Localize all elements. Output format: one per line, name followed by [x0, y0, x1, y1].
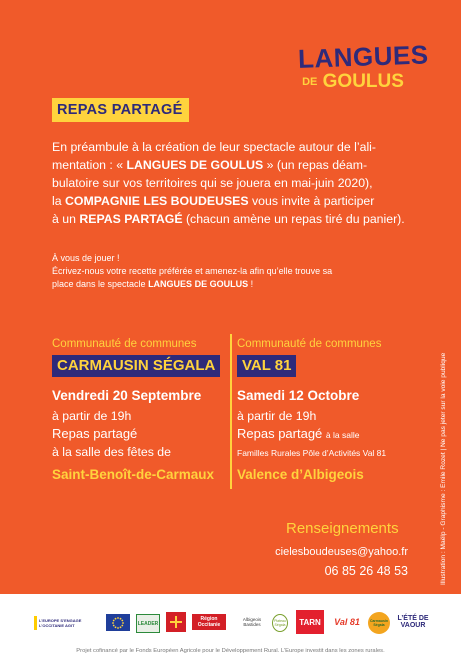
partner-logos: [34, 608, 434, 640]
partner-logo-val81: Val 81: [334, 617, 360, 627]
event-2-cc-label: Communauté de communes: [237, 338, 382, 350]
event-1-place: Saint-Benoît-de-Carmaux: [52, 467, 215, 482]
contact-email[interactable]: cielesboudeuses@yahoo.fr: [275, 546, 408, 558]
logo-line-2: DE GOULUS: [302, 71, 404, 93]
event-2-what-line: Repas partagé à la salle: [237, 426, 360, 441]
event-1-where: à la salle des fêtes de: [52, 445, 171, 459]
event-2-date: Samedi 12 Octobre: [237, 388, 360, 403]
occitanie-cross-icon: [166, 612, 186, 632]
event-1-name-banner: [52, 355, 220, 377]
credit-text: Illustration : Maëlp - Graphisme : Emile Rozet | Ne pas jeter sur la voie publique: [440, 352, 447, 585]
event-1-time: à partir de 19h: [52, 409, 132, 423]
page-title: REPAS PARTAGÉ: [57, 102, 183, 118]
event-1-date: Vendredi 20 Septembre: [52, 388, 202, 403]
langues-de-goulus-logo: [297, 39, 430, 93]
partner-logo-plateau: Plateau Ségala: [272, 614, 288, 632]
partner-logo-region: Région Occitanie: [192, 614, 226, 630]
contact-label: Renseignements: [286, 520, 399, 537]
event-1-cc-label: Communauté de communes: [52, 338, 197, 350]
partner-logo-leader: LEADER: [136, 614, 160, 633]
event-2-name: VAL 81: [242, 357, 292, 374]
funding-note: Projet cofinancé par le Fonds Européen Agricole pour le Développement Rural. L’Europe investit dans les zones rurales.: [76, 648, 385, 654]
partner-logo-ete-de-vaour: L’ÉTÉ DE VAOUR: [397, 615, 429, 629]
logo-line-1: LANGUES: [297, 39, 430, 74]
eu-stars-icon: [111, 616, 125, 630]
contact-phone[interactable]: 06 85 26 48 53: [324, 564, 408, 578]
partner-logo-europe: L’EUROPE S’ENGAGE L’OCCITANIE AGIT: [34, 616, 101, 630]
title-banner: [52, 98, 189, 122]
event-1-name: CARMAUSIN SÉGALA: [57, 357, 216, 374]
event-2-name-banner: [237, 355, 296, 377]
intro-paragraph: En préambule à la création de leur spectacle autour de l’ali- mentation : « LANGUES DE GOULUS » (un repas déam- bulatoire sur vos territoires qui se jouera en mai-juin 2020), la COMPAGNIE LES BOUDEUSES vous invite à participer à un REPAS PARTAGÉ (chacun amène un repas tiré du panier).: [52, 140, 405, 226]
eu-flag-icon: [106, 614, 130, 631]
divider: [230, 334, 232, 489]
event-2-place: Valence d’Albigeois: [237, 467, 364, 482]
call-to-action: À vous de jouer ! Écrivez-nous votre recette préférée et amenez-la afin qu’elle trouve sa place dans le spectacle LANGUES DE GOULUS !: [52, 253, 333, 289]
partner-logo-tarn: TARN: [296, 610, 324, 634]
partner-logo-carmausin: Carmausin Ségala: [368, 612, 390, 634]
event-2-time: à partir de 19h: [237, 409, 317, 423]
event-2-where: Familles Rurales Pôle d’Activités Val 81: [237, 448, 387, 458]
event-1-what: Repas partagé: [52, 426, 138, 441]
partner-logo-albigeois: Albigeois Bastides: [242, 617, 262, 627]
